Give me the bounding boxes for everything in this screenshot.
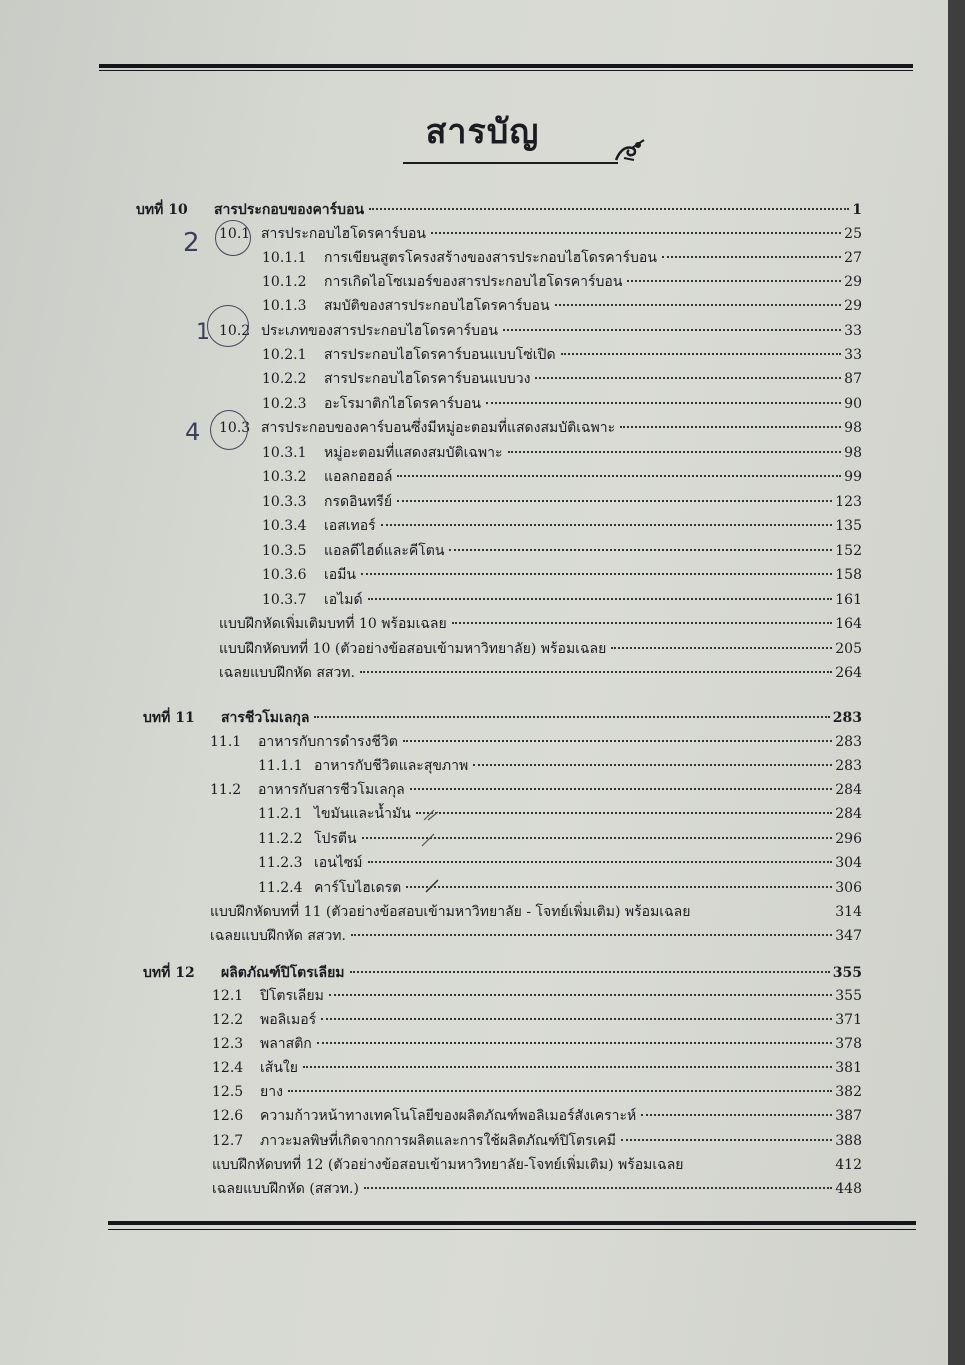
toc-entry	[262, 367, 862, 391]
entry-number: 11.2.2	[258, 831, 303, 847]
entry-title: แอลกอฮอล์	[324, 469, 393, 485]
entry-title: อาหารกับการดำรงชีวิต	[258, 734, 398, 750]
entry-title: แบบฝึกหัดบทที่ 11 (ตัวอย่างข้อสอบเข้ามหาวิทยาลัย - โจทย์เพิ่มเติม) พร้อมเฉลย	[210, 904, 691, 920]
dot-leader	[452, 622, 833, 624]
toc-entry	[262, 246, 862, 270]
page-number: 283	[835, 734, 862, 750]
dot-leader	[403, 740, 832, 742]
toc-entry	[258, 827, 862, 851]
dot-leader	[406, 886, 832, 888]
page-number: 387	[835, 1108, 862, 1124]
entry-title: แบบฝึกหัดบทที่ 12 (ตัวอย่างข้อสอบเข้ามหาวิทยาลัย-โจทย์เพิ่มเติม) พร้อมเฉลย	[212, 1157, 684, 1173]
entry-title: พลาสติก	[260, 1036, 312, 1052]
entry-number: 10.2.1	[262, 347, 307, 363]
entry-number: 10.3.7	[262, 592, 307, 608]
toc-entry	[258, 754, 862, 778]
entry-title: เฉลยแบบฝึกหัด สสวท.	[219, 665, 355, 681]
page-number: 448	[835, 1181, 862, 1197]
entry-title: เอมีน	[324, 567, 356, 583]
entry-title: แบบฝึกหัดบทที่ 10 (ตัวอย่างข้อสอบเข้ามหาวิทยาลัย) พร้อมเฉลย	[219, 641, 607, 657]
entry-number: 10.1.2	[262, 274, 307, 290]
page-number: 388	[835, 1133, 862, 1149]
chapter-heading	[143, 961, 862, 985]
entry-title: เฉลยแบบฝึกหัด (สสวท.)	[212, 1181, 359, 1197]
page-number: 284	[835, 782, 862, 798]
page-number: 152	[835, 543, 862, 559]
dot-leader	[535, 377, 841, 379]
page-number: 99	[844, 469, 862, 485]
entry-number: บทที่ 11	[143, 710, 195, 726]
page-number: 27	[844, 250, 862, 266]
page-title: สารบัญ	[425, 112, 540, 152]
ornament-icon	[610, 136, 650, 166]
dot-leader	[397, 500, 832, 502]
page-number: 33	[844, 323, 862, 339]
entry-number: 10.3.1	[262, 445, 307, 461]
dot-leader	[369, 208, 849, 210]
entry-title: สมบัติของสารประกอบไฮโดรคาร์บอน	[324, 298, 550, 314]
handwritten-circle	[210, 410, 248, 450]
toc-entry	[262, 563, 862, 587]
entry-number: 12.6	[212, 1108, 244, 1124]
entry-number: 10.3.5	[262, 543, 307, 559]
page-number: 283	[832, 710, 862, 726]
dot-leader	[361, 573, 832, 575]
entry-title: อาหารกับสารชีวโมเลกุล	[258, 782, 405, 798]
entry-number: 11.1	[210, 734, 242, 750]
toc-entry	[262, 539, 862, 563]
page-number: 25	[844, 226, 862, 242]
page-number: 98	[844, 420, 862, 436]
toc-entry	[212, 1008, 862, 1032]
dot-leader	[621, 1139, 832, 1141]
entry-number: 12.2	[212, 1012, 244, 1028]
dot-leader	[364, 1187, 832, 1189]
page-number: 355	[835, 988, 862, 1004]
page-number: 283	[835, 758, 862, 774]
page-number: 33	[844, 347, 862, 363]
toc-entry	[262, 270, 862, 294]
dot-leader	[561, 353, 842, 355]
toc-entry	[212, 1104, 862, 1128]
dot-leader	[381, 524, 833, 526]
entry-number: บทที่ 10	[136, 202, 188, 218]
dot-leader	[317, 1042, 832, 1044]
entry-number: 11.2.3	[258, 855, 303, 871]
entry-number: 10.3.2	[262, 469, 307, 485]
entry-title: โปรตีน	[314, 831, 357, 847]
page-number: 378	[835, 1036, 862, 1052]
dot-leader	[486, 402, 841, 404]
toc-entry	[210, 924, 862, 948]
entry-title: เส้นใย	[260, 1060, 298, 1076]
dot-leader	[503, 329, 841, 331]
page-number: 29	[844, 274, 862, 290]
entry-title: สารประกอบไฮโดรคาร์บอนแบบโซ่เปิด	[324, 347, 556, 363]
page-number: 161	[835, 592, 862, 608]
toc-entry	[212, 1153, 862, 1177]
page-number: 296	[835, 831, 862, 847]
dot-leader	[410, 788, 833, 790]
toc-entry	[262, 343, 862, 367]
entry-title: การเกิดไอโซเมอร์ของสารประกอบไฮโดรคาร์บอน	[324, 274, 623, 290]
chapter-heading	[143, 706, 862, 730]
page-number: 264	[835, 665, 862, 681]
handwritten-note: 4	[185, 418, 201, 446]
entry-title: แบบฝึกหัดเพิ่มเติมบทที่ 10 พร้อมเฉลย	[219, 616, 447, 632]
toc-entry	[258, 876, 862, 900]
page-number: 135	[835, 518, 862, 534]
entry-title: ไขมันและน้ำมัน	[314, 806, 411, 822]
dot-leader	[360, 671, 832, 673]
title-underline	[403, 162, 618, 164]
toc-entry	[262, 465, 862, 489]
toc-entry	[212, 1177, 862, 1201]
dot-leader	[321, 1018, 832, 1020]
page-number: 412	[835, 1157, 862, 1173]
entry-number: 10.3.4	[262, 518, 307, 534]
entry-title: เอไมด์	[324, 592, 363, 608]
toc-entry	[210, 778, 862, 802]
toc-entry	[219, 319, 862, 343]
entry-number: 10.3.6	[262, 567, 307, 583]
page-number: 87	[844, 371, 862, 387]
toc-entry	[258, 851, 862, 875]
entry-title: สารประกอบไฮโดรคาร์บอน	[261, 226, 426, 242]
entry-number: 10.1.1	[262, 250, 307, 266]
entry-title: พอลิเมอร์	[260, 1012, 317, 1028]
dot-leader	[303, 1066, 832, 1068]
entry-title: ยาง	[260, 1084, 283, 1100]
entry-number: 11.2.1	[258, 806, 303, 822]
dot-leader	[314, 716, 829, 718]
dot-leader	[288, 1090, 832, 1092]
entry-title: คาร์โบไฮเดรต	[314, 880, 402, 896]
dot-leader	[555, 304, 842, 306]
bottom-rule-thin	[108, 1229, 916, 1230]
handwritten-note: 1	[196, 320, 210, 345]
dot-leader	[431, 232, 841, 234]
entry-title: เฉลยแบบฝึกหัด สสวท.	[210, 928, 346, 944]
handwritten-checkmarks	[420, 806, 450, 896]
dot-leader	[611, 647, 832, 649]
entry-number: 10.1.3	[262, 298, 307, 314]
entry-title: สารประกอบไฮโดรคาร์บอนแบบวง	[324, 371, 531, 387]
entry-title: เอนไซม์	[314, 855, 363, 871]
page-number: 355	[832, 965, 862, 981]
toc-entry	[262, 294, 862, 318]
page-number: 164	[835, 616, 862, 632]
entry-title: ประเภทของสารประกอบไฮโดรคาร์บอน	[261, 323, 498, 339]
page-number: 90	[844, 396, 862, 412]
toc-entry	[212, 1080, 862, 1104]
toc-entry	[212, 1032, 862, 1056]
handwritten-circle	[215, 220, 251, 256]
page-number: 304	[835, 855, 862, 871]
dot-leader	[641, 1114, 832, 1116]
entry-number: 10.1	[219, 226, 251, 242]
entry-number: 12.7	[212, 1133, 244, 1149]
page-number: 123	[835, 494, 862, 510]
entry-title: ปิโตรเลียม	[260, 988, 324, 1004]
page-number: 98	[844, 445, 862, 461]
entry-number: 10.2	[219, 323, 251, 339]
entry-number: 12.1	[212, 988, 244, 1004]
entry-title: กรดอินทรีย์	[324, 494, 393, 510]
page-number: 306	[835, 880, 862, 896]
page-number: 314	[835, 904, 862, 920]
entry-number: 10.2.3	[262, 396, 307, 412]
entry-title: เอสเทอร์	[324, 518, 376, 534]
toc-entry	[212, 984, 862, 1008]
handwritten-circle	[207, 305, 249, 347]
page-number: 371	[835, 1012, 862, 1028]
bottom-rule-thick	[108, 1221, 916, 1225]
toc-entry	[210, 730, 862, 754]
dot-leader	[329, 994, 832, 996]
dot-leader	[508, 451, 842, 453]
page-number: 284	[835, 806, 862, 822]
dot-leader	[416, 812, 833, 814]
entry-title: แอลดีไฮด์และคีโตน	[324, 543, 445, 559]
toc-entry	[262, 392, 862, 416]
entry-number: 11.2.4	[258, 880, 303, 896]
dot-leader	[473, 764, 832, 766]
entry-number: บทที่ 12	[143, 965, 195, 981]
toc-entry	[258, 802, 862, 826]
toc-entry	[262, 490, 862, 514]
entry-number: 12.3	[212, 1036, 244, 1052]
entry-title: ความก้าวหน้าทางเทคโนโลยีของผลิตภัณฑ์พอลิเมอร์สังเคราะห์	[260, 1108, 637, 1124]
dot-leader	[620, 426, 841, 428]
toc-entry	[212, 1056, 862, 1080]
entry-number: 11.2	[210, 782, 242, 798]
page-number: 205	[835, 641, 862, 657]
dot-leader	[350, 971, 830, 973]
toc-entry	[219, 637, 862, 661]
entry-title: ภาวะมลพิษที่เกิดจากการผลิตและการใช้ผลิตภัณฑ์ปิโตรเคมี	[260, 1133, 617, 1149]
toc-entry	[212, 1129, 862, 1153]
dot-leader	[449, 549, 832, 551]
entry-title: หมู่อะตอมที่แสดงสมบัติเฉพาะ	[324, 445, 503, 461]
dot-leader	[627, 280, 841, 282]
handwritten-note: 2	[183, 228, 200, 258]
entry-title: สารชีวโมเลกุล	[221, 710, 310, 726]
entry-number: 10.3	[219, 420, 251, 436]
dot-leader	[662, 256, 841, 258]
entry-number: 12.5	[212, 1084, 244, 1100]
entry-title: การเขียนสูตรโครงสร้างของสารประกอบไฮโดรคาร์บอน	[324, 250, 657, 266]
dot-leader	[351, 934, 832, 936]
toc-entry	[219, 416, 862, 440]
toc-entry	[210, 900, 862, 924]
page-number: 158	[835, 567, 862, 583]
entry-number: 10.2.2	[262, 371, 307, 387]
entry-number: 11.1.1	[258, 758, 303, 774]
entry-title: ผลิตภัณฑ์ปิโตรเลียม	[221, 965, 345, 981]
entry-title: อะโรมาติกไฮโดรคาร์บอน	[324, 396, 481, 412]
page-number: 29	[844, 298, 862, 314]
page-number: 347	[835, 928, 862, 944]
toc-entry	[262, 441, 862, 465]
page-number: 382	[835, 1084, 862, 1100]
page-number: 381	[835, 1060, 862, 1076]
page-number: 1	[852, 202, 862, 218]
toc-entry	[219, 661, 862, 685]
toc-entry	[219, 222, 862, 246]
toc-entry	[262, 588, 862, 612]
entry-title: สารประกอบของคาร์บอนซึ่งมีหมู่อะตอมที่แสดงสมบัติเฉพาะ	[261, 420, 616, 436]
top-rule-thin	[99, 70, 913, 71]
entry-number: 12.4	[212, 1060, 244, 1076]
entry-title: สารประกอบของคาร์บอน	[214, 202, 365, 218]
dot-leader	[368, 598, 833, 600]
toc-entry	[219, 612, 862, 636]
toc-entry	[262, 514, 862, 538]
entry-title: อาหารกับชีวิตและสุขภาพ	[314, 758, 469, 774]
top-rule-thick	[99, 64, 913, 68]
dot-leader	[397, 475, 841, 477]
entry-number: 10.3.3	[262, 494, 307, 510]
chapter-heading	[136, 198, 862, 222]
